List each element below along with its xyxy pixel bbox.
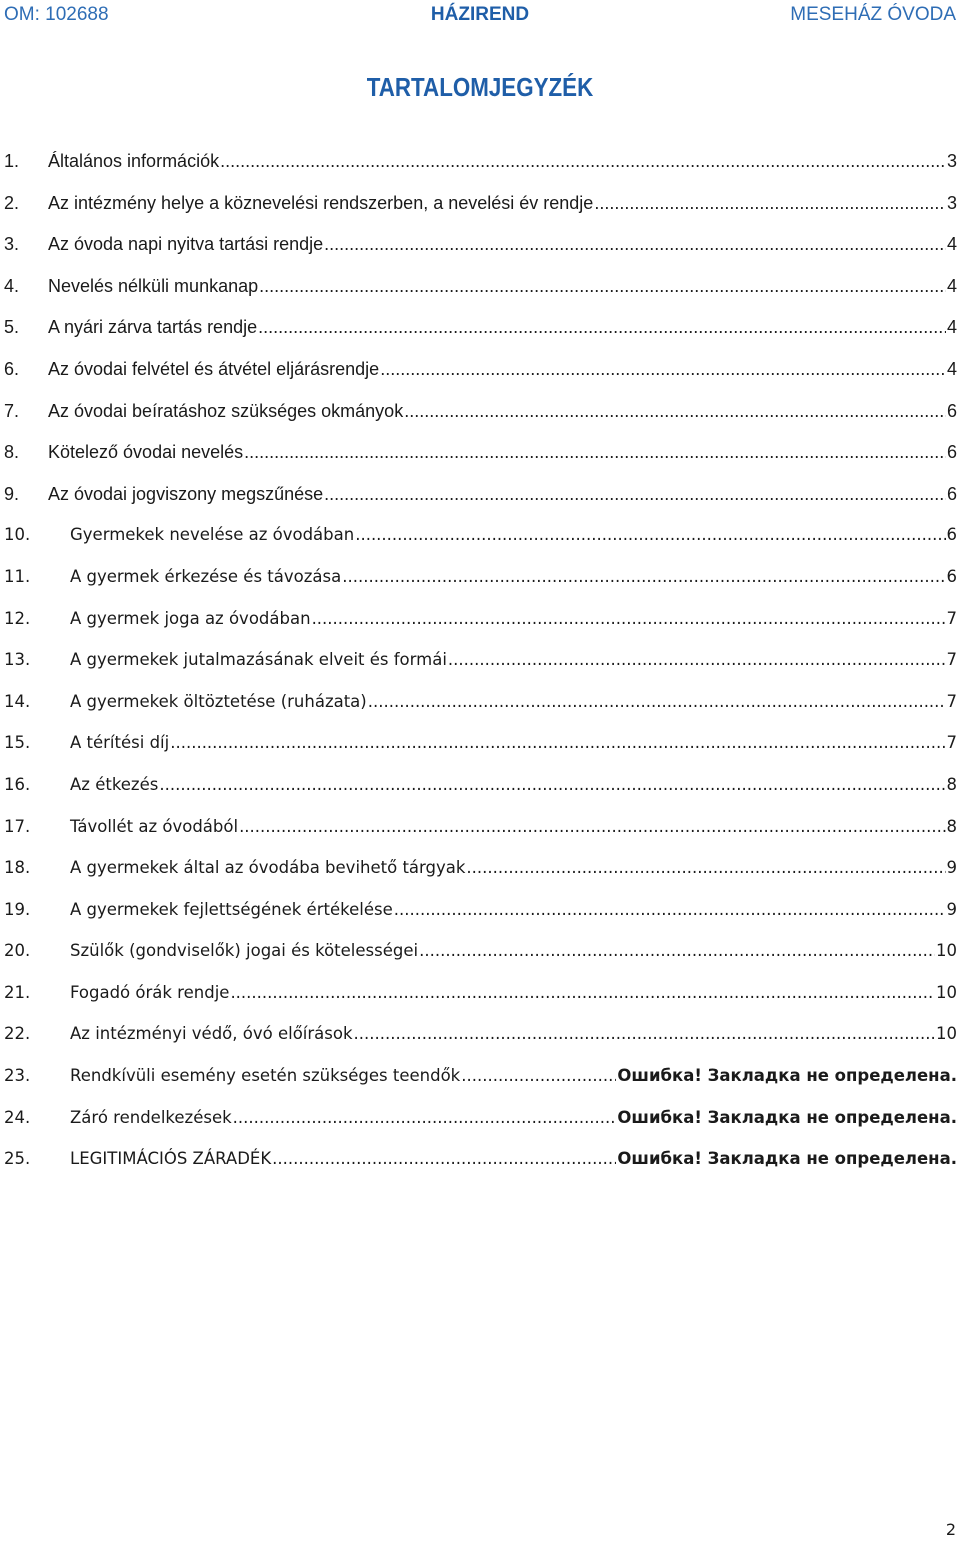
toc-entry[interactable] [4,234,957,276]
toc-entry-number: 1. [4,151,20,171]
toc-entry[interactable] [4,317,957,359]
toc-entry-page: 6 [946,483,957,504]
toc-dot-leader [159,775,945,794]
toc-entry-number: 9. [4,483,20,504]
toc-entry-title: Az intézményi védő, óvó előírások [70,1024,353,1044]
toc-dot-leader [342,567,945,586]
toc-entry-page: 6 [946,442,957,463]
header-institution-name: MESEHÁZ ÓVODA [790,4,956,25]
toc-entry-title: Szülők (gondviselők) jogai és kötelességei [70,941,419,961]
toc-entry[interactable] [4,1066,957,1108]
toc-entry-number: 5. [4,317,20,338]
toc-entry[interactable] [4,401,957,443]
toc-entry-page: 6 [946,400,957,421]
toc-entry-number: 13. [4,650,31,670]
toc-entry[interactable] [4,442,957,484]
toc-dot-leader [594,193,946,214]
toc-entry-number: 24. [4,1107,31,1127]
toc-entry-page: 4 [946,234,957,255]
toc-entry[interactable] [4,567,957,609]
table-of-contents [4,151,957,1191]
toc-entry-number: 23. [4,1066,31,1086]
toc-entry-page: 7 [946,733,957,753]
toc-dot-leader [354,1024,935,1043]
toc-entry-number: 21. [4,982,31,1002]
toc-entry[interactable] [4,733,957,775]
header-om-id: OM: 102688 [4,4,109,25]
toc-dot-leader [368,692,946,711]
toc-entry-number: 2. [4,192,20,213]
toc-entry-page: 8 [946,816,957,836]
toc-entry-title: LEGITIMÁCIÓS ZÁRADÉK [70,1149,272,1169]
toc-dot-leader [259,276,946,297]
toc-entry-page: 10 [936,1024,957,1044]
toc-entry-number: 11. [4,566,31,586]
toc-dot-leader [404,401,946,422]
toc-entry-title: Az óvodai felvétel és átvétel eljárásrendje [48,358,380,379]
toc-entry[interactable] [4,525,957,567]
toc-dot-leader [272,1149,616,1168]
toc-entry-title: A gyermekek fejlettségének értékelése [70,899,393,919]
toc-dot-leader [380,359,946,380]
toc-entry-number: 14. [4,691,31,711]
toc-dot-leader [170,733,945,752]
toc-entry-page: 3 [946,151,957,171]
toc-entry-page: 9 [946,858,957,878]
toc-entry-number: 4. [4,275,20,296]
toc-entry-page: 7 [946,650,957,670]
toc-entry[interactable] [4,609,957,651]
toc-dot-leader [419,941,935,960]
toc-entry-page: 3 [946,192,957,213]
toc-entry-number: 17. [4,816,31,836]
toc-entry-number: 10. [4,525,31,545]
toc-entry[interactable] [4,276,957,318]
toc-title: TARTALOMJEGYZÉK [366,72,594,102]
toc-entry-page: 6 [946,566,957,586]
toc-entry-title: A térítési díj [70,733,170,753]
toc-entry-number: 8. [4,442,20,463]
header-document-title: HÁZIREND [430,4,530,25]
toc-entry[interactable] [4,692,957,734]
toc-entry-number: 25. [4,1149,31,1169]
toc-entry-title: Az óvodai beíratáshoz szükséges okmányok [48,400,404,421]
toc-entry[interactable] [4,1024,957,1066]
toc-entry-title: Gyermekek nevelése az óvodában [70,525,355,545]
toc-entry[interactable] [4,775,957,817]
toc-entry[interactable] [4,650,957,692]
toc-entry[interactable] [4,151,957,193]
toc-entry-page: 9 [946,899,957,919]
toc-entry-title: Az óvoda napi nyitva tartási rendje [48,234,324,255]
toc-entry-number: 12. [4,608,31,628]
toc-entry-number: 19. [4,899,31,919]
toc-entry-number: 6. [4,358,20,379]
toc-entry-page: 4 [946,358,957,379]
toc-entry-title: Rendkívüli esemény esetén szükséges teendők [70,1066,461,1086]
toc-entry-title: A gyermekek öltöztetése (ruházata) [70,691,367,711]
toc-dot-leader [394,900,946,919]
toc-entry-page: 6 [946,525,957,545]
toc-entry-title: Általános információk [48,151,220,171]
toc-dot-leader [448,650,946,669]
toc-entry[interactable] [4,941,957,983]
toc-entry-title: A gyermek joga az óvodában [70,608,311,628]
toc-dot-leader [239,817,945,836]
toc-entry-title: Az óvodai jogviszony megszűnése [48,483,324,504]
toc-entry-title: Fogadó órák rendje [70,982,230,1002]
toc-dot-leader [258,317,946,338]
toc-dot-leader [312,609,946,628]
toc-entry-page: 10 [936,941,957,961]
toc-entry-page: 7 [946,691,957,711]
toc-entry-title: A gyermek érkezése és távozása [70,566,342,586]
toc-entry[interactable] [4,1149,957,1191]
toc-entry-title: Az étkezés [70,774,159,794]
toc-entry-page: Ошибка! Закладка не определена. [617,1107,957,1127]
toc-dot-leader [355,525,945,544]
toc-dot-leader [324,484,946,505]
toc-entry[interactable] [4,983,957,1025]
toc-entry-page: 10 [936,982,957,1002]
page-header [4,4,956,30]
toc-entry-title: A gyermekek által az óvodába bevihető tárgyak [70,858,466,878]
toc-entry-number: 22. [4,1024,31,1044]
toc-entry-number: 18. [4,858,31,878]
toc-entry-title: Nevelés nélküli munkanap [48,275,259,296]
toc-entry[interactable] [4,858,957,900]
toc-entry-number: 20. [4,941,31,961]
toc-dot-leader [466,858,945,877]
toc-dot-leader [230,983,935,1002]
toc-dot-leader [324,234,946,255]
toc-entry-page: Ошибка! Закладка не определена. [617,1149,957,1169]
toc-entry-page: 7 [946,608,957,628]
toc-dot-leader [220,151,946,172]
toc-entry-page: 4 [946,317,957,338]
toc-entry-page: Ошибка! Закладка не определена. [617,1066,957,1086]
toc-dot-leader [244,442,946,463]
toc-entry[interactable] [4,900,957,942]
toc-entry-number: 3. [4,234,20,255]
toc-entry-title: Távollét az óvodából [70,816,239,836]
toc-entry-title: Az intézmény helye a köznevelési rendszerben, a nevelési év rendje [48,192,594,213]
toc-entry-title: A gyermekek jutalmazásának elveit és formái [70,650,447,670]
toc-entry[interactable] [4,1108,957,1150]
toc-dot-leader [233,1108,617,1127]
toc-entry-number: 15. [4,733,31,753]
toc-entry-title: A nyári zárva tartás rendje [48,317,258,338]
toc-entry-number: 16. [4,774,31,794]
toc-entry[interactable] [4,484,957,526]
toc-entry-page: 4 [946,275,957,296]
toc-entry-title: Kötelező óvodai nevelés [48,442,244,463]
toc-entry[interactable] [4,193,957,235]
toc-entry[interactable] [4,817,957,859]
toc-dot-leader [461,1066,616,1085]
toc-entry-title: Záró rendelkezések [70,1107,232,1127]
toc-entry-page: 8 [946,774,957,794]
toc-entry-number: 7. [4,400,20,421]
toc-entry[interactable] [4,359,957,401]
page-number: 2 [945,1520,956,1539]
